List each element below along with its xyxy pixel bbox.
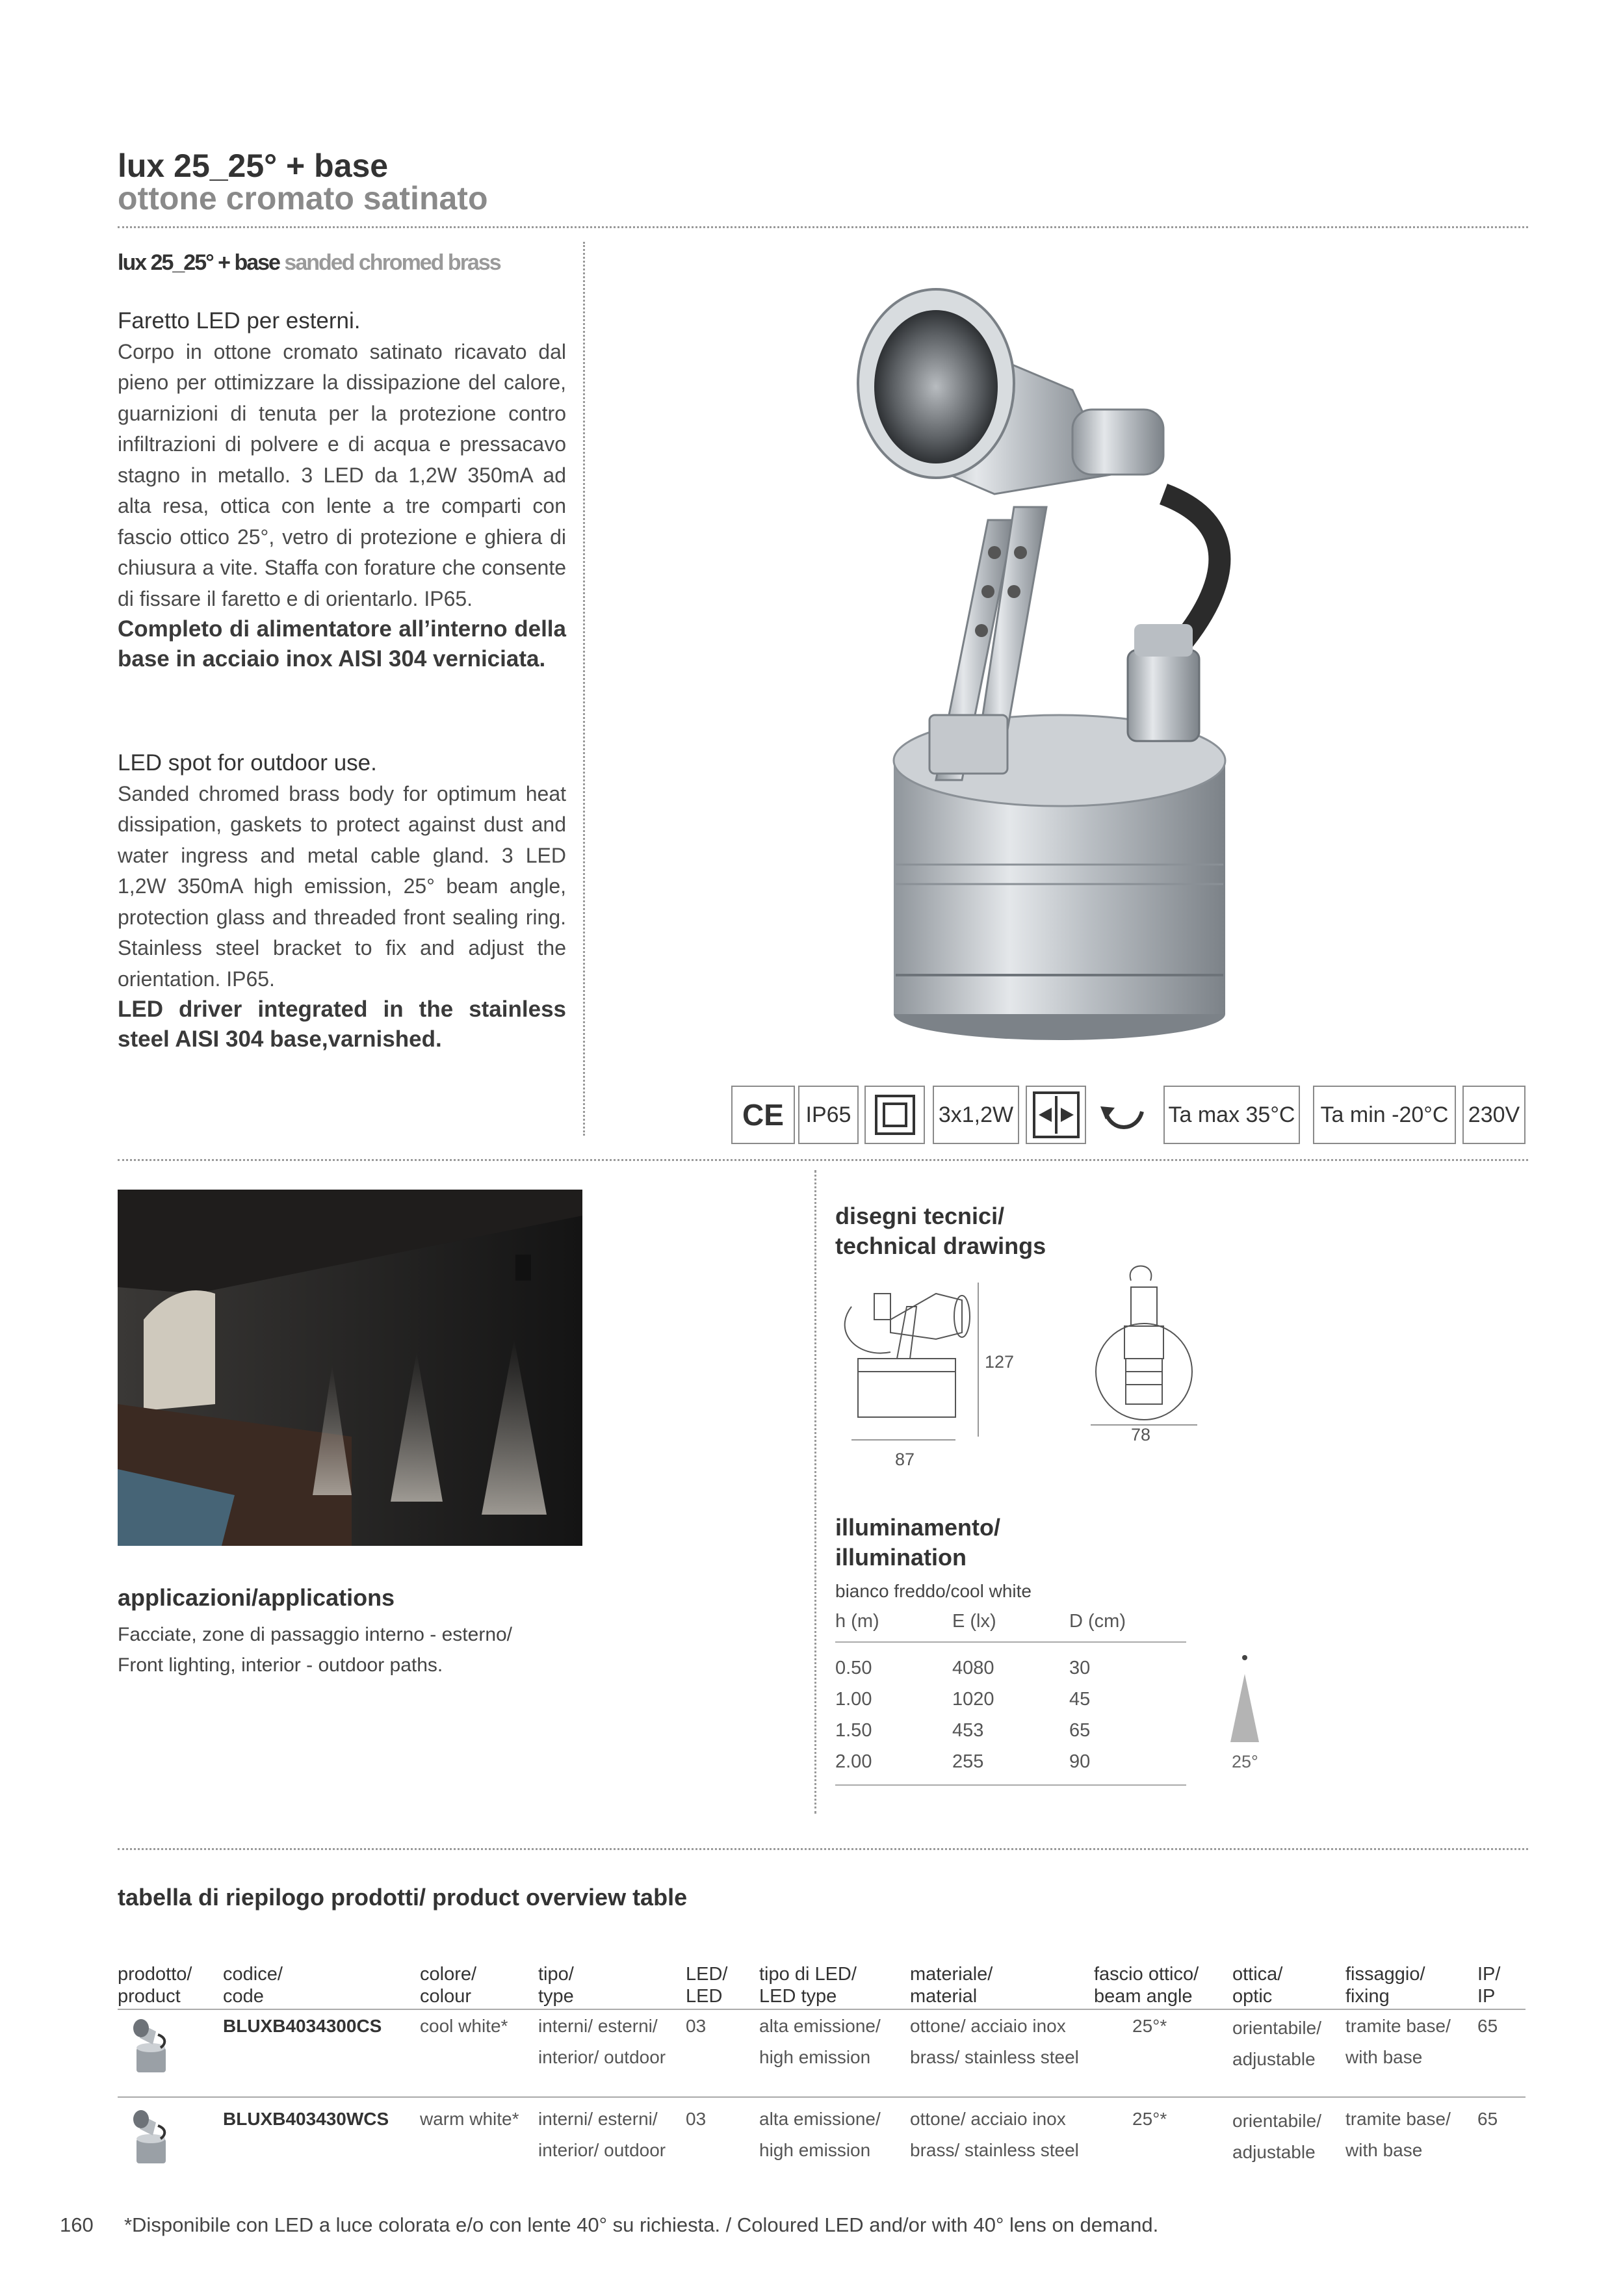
product-thumbnail [127, 2015, 172, 2077]
header-type-it: tipo/ [538, 1964, 574, 1985]
table-title: tabella di riepilogo prodotti/ product overview table [118, 1884, 688, 1911]
footer [60, 2213, 1158, 2237]
table-row-rule [118, 2096, 1526, 2098]
header-colour [420, 1963, 476, 2007]
page-subtitle: ottone cromato satinato [118, 180, 488, 216]
header-optic [1232, 1963, 1282, 2007]
row-2-ledtype-1: alta emissione/ [759, 2109, 881, 2129]
header-beam-en: beam angle [1094, 1986, 1193, 2007]
illumination-title-1: illuminamento/ [835, 1514, 1001, 1541]
header-product-it: prodotto/ [118, 1964, 192, 1985]
row-2-led: 03 [686, 2109, 707, 2129]
row-2-material-2: brass/ stainless steel [910, 2140, 1079, 2160]
product-thumbnail [127, 2106, 172, 2168]
header-ip-it: IP/ [1477, 1964, 1501, 1985]
header-ip-en: IP [1477, 1986, 1496, 2007]
beam-angle-label: 25° [1232, 1752, 1258, 1771]
header-product-en: product [118, 1986, 181, 2007]
illumination-row-1-e: 4080 [952, 1658, 994, 1678]
ce-mark-icon: CE [731, 1086, 795, 1144]
description-it-body: Corpo in ottone cromato satinato ricavato dal pieno per ottimizzare la dissipazione del calore, guarnizioni di tenuta per la protezione contro infiltrazioni di polvere e di acqua e pressacavo stagno in metallo. 3 LED da 1,2W 350mA ad alta resa, ottica con lente a tre comparti con fascio ottico 25°, vetro di protezione e ghiera di chiusura a vite. Staffa con forature che consente di fissare il faretto e di orientarlo. IP65. [118, 339, 566, 610]
illumination-row-3-d: 65 [1069, 1720, 1091, 1741]
width-dimension: 87 [895, 1450, 915, 1469]
header-fixing-en: fixing [1345, 1986, 1390, 2007]
header-led-en: LED [686, 1986, 723, 2007]
illumination-title-2: illumination [835, 1544, 967, 1571]
row-1-optic-2: adjustable [1232, 2049, 1316, 2069]
applications-title: applicazioni/applications [118, 1584, 395, 1611]
description-it-bold: Completo di alimentatore all’interno della base in acciaio inox AISI 304 verniciata. [118, 616, 566, 672]
header-material [910, 1963, 993, 2007]
drawings-title-2: technical drawings [835, 1233, 1046, 1259]
description-italian [118, 306, 566, 674]
header-led [686, 1963, 727, 2007]
row-1-ledtype-1: alta emissione/ [759, 2016, 881, 2036]
header-beam [1094, 1963, 1199, 2007]
ip-rating-badge: IP65 [798, 1086, 859, 1144]
row-1-optic-1: orientabile/ [1232, 2018, 1321, 2038]
illumination-row-4-d: 90 [1069, 1751, 1091, 1772]
applications-line-2: Front lighting, interior - outdoor paths. [118, 1654, 443, 1676]
footer-note: *Disponibile con LED a luce colorata e/o con lente 40° su richiesta. / Coloured LED and/or with 40° lens on demand. [123, 2213, 1159, 2236]
row-2-ip: 65 [1477, 2109, 1498, 2129]
description-it-lead: Faretto LED per esterni. [118, 308, 361, 333]
front-view-drawing [1085, 1261, 1202, 1430]
row-1-ip: 65 [1477, 2016, 1498, 2036]
row-1-type-1: interni/ esterni/ [538, 2016, 658, 2036]
beam-cone-icon [1225, 1654, 1264, 1745]
description-en-bold: LED driver integrated in the stainless steel AISI 304 base,varnished. [118, 997, 566, 1052]
english-name: lux 25_25° + base [118, 250, 279, 275]
header-product [118, 1963, 192, 2007]
english-title [118, 250, 500, 276]
illumination-row-1-h: 0.50 [835, 1658, 872, 1678]
row-2-optic-2: adjustable [1232, 2142, 1316, 2162]
header-material-en: material [910, 1986, 978, 2007]
section-divider [118, 1159, 1528, 1161]
header-type-en: type [538, 1986, 574, 2007]
min-temperature-badge: Ta min -20°C [1313, 1086, 1456, 1144]
header-code-en: code [223, 1986, 264, 2007]
max-temperature-badge: Ta max 35°C [1163, 1086, 1300, 1144]
row-1-material-1: ottone/ acciaio inox [910, 2016, 1066, 2036]
header-ip [1477, 1963, 1500, 2007]
illumination-row-3-h: 1.50 [835, 1720, 872, 1741]
row-2-code: BLUXB403430WCS [223, 2109, 389, 2129]
header-led-type [759, 1963, 857, 2007]
header-optic-en: optic [1232, 1986, 1273, 2007]
illumination-header-d: D (cm) [1069, 1611, 1126, 1632]
header-optic-it: ottica/ [1232, 1964, 1283, 1985]
header-divider [118, 226, 1528, 228]
drawings-title-1: disegni tecnici/ [835, 1203, 1005, 1229]
row-1-ledtype-2: high emission [759, 2047, 871, 2067]
header-led-type-it: tipo di LED/ [759, 1964, 857, 1985]
header-type [538, 1963, 574, 2007]
row-1-fixing-2: with base [1345, 2047, 1423, 2067]
row-2-type-1: interni/ esterni/ [538, 2109, 658, 2129]
illumination-bottom-rule [835, 1784, 1186, 1786]
illumination-row-4-e: 255 [952, 1751, 984, 1772]
class-ii-icon [864, 1086, 925, 1144]
row-1-led: 03 [686, 2016, 707, 2036]
row-1-code: BLUXB4034300CS [223, 2016, 382, 2036]
side-view-drawing [832, 1281, 1053, 1443]
row-1-colour: cool white* [420, 2016, 508, 2036]
power-badge: 3x1,2W [933, 1086, 1019, 1144]
application-photo [118, 1190, 582, 1546]
illumination-row-2-e: 1020 [952, 1689, 994, 1710]
row-2-fixing-1: tramite base/ [1345, 2109, 1451, 2129]
voltage-badge: 230V [1462, 1086, 1526, 1144]
row-2-beam: 25°* [1132, 2109, 1167, 2129]
row-2-ledtype-2: high emission [759, 2140, 871, 2160]
description-en-lead: LED spot for outdoor use. [118, 750, 377, 776]
header-code [223, 1963, 283, 2007]
description-en-body: Sanded chromed brass body for optimum heat dissipation, gaskets to protect against dust and water ingress and metal cable gland. 3 LED 1,2W 350mA high emission, 25° beam angle, protection glass and threaded front sealing ring. Stainless steel bracket to fix and adjust the orientation. IP65. [118, 781, 566, 991]
description-english [118, 748, 566, 1054]
page-number: 160 [60, 2213, 94, 2236]
illumination-header-rule [835, 1641, 1186, 1643]
product-photo [799, 260, 1293, 1060]
header-material-it: materiale/ [910, 1964, 993, 1985]
diameter-dimension: 78 [1131, 1425, 1151, 1444]
illumination-header-e: E (lx) [952, 1611, 996, 1632]
row-1-beam: 25°* [1132, 2016, 1167, 2036]
row-2-optic-1: orientabile/ [1232, 2111, 1321, 2131]
table-divider [118, 1848, 1528, 1850]
header-beam-it: fascio ottico/ [1094, 1964, 1199, 1985]
illumination-row-2-d: 45 [1069, 1689, 1091, 1710]
illumination-row-1-d: 30 [1069, 1658, 1091, 1678]
adjustable-orientation-icon [1026, 1086, 1086, 1144]
page-title: lux 25_25° + base [118, 148, 389, 184]
illumination-row-3-e: 453 [952, 1720, 984, 1741]
illumination-row-2-h: 1.00 [835, 1689, 872, 1710]
row-2-fixing-2: with base [1345, 2140, 1423, 2160]
rotation-icon [1092, 1086, 1156, 1144]
header-fixing-it: fissaggio/ [1345, 1964, 1425, 1985]
row-1-material-2: brass/ stainless steel [910, 2047, 1079, 2067]
table-header-rule [118, 2009, 1526, 2010]
column-divider [583, 242, 585, 1136]
row-1-fixing-1: tramite base/ [1345, 2016, 1451, 2036]
applications-line-1: Facciate, zone di passaggio interno - esterno/ [118, 1624, 513, 1645]
header-code-it: codice/ [223, 1964, 283, 1985]
header-led-it: LED/ [686, 1964, 728, 1985]
row-2-material-1: ottone/ acciaio inox [910, 2109, 1066, 2129]
row-2-type-2: interior/ outdoor [538, 2140, 666, 2160]
illumination-row-4-h: 2.00 [835, 1751, 872, 1772]
header-colour-en: colour [420, 1986, 471, 2007]
header-led-type-en: LED type [759, 1986, 837, 2007]
illumination-subtitle: bianco freddo/cool white [835, 1581, 1032, 1601]
drawings-divider [814, 1170, 816, 1814]
row-1-type-2: interior/ outdoor [538, 2047, 666, 2067]
illumination-header-h: h (m) [835, 1611, 879, 1632]
header-fixing [1345, 1963, 1425, 2007]
header-colour-it: colore/ [420, 1964, 477, 1985]
height-dimension: 127 [985, 1352, 1015, 1372]
row-2-colour: warm white* [420, 2109, 519, 2129]
english-material: sanded chromed brass [284, 250, 500, 275]
